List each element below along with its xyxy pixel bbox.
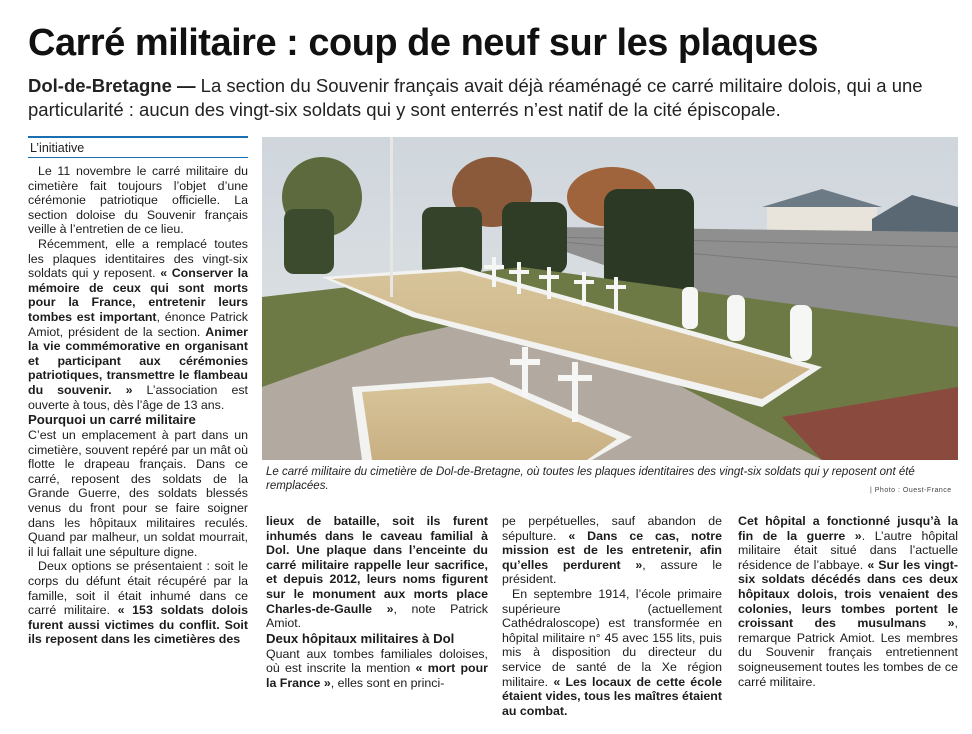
article-column-3 [502, 514, 722, 718]
quote-bold: « Les locaux de cette école étaient vides, tous les maîtres étaient au combat. [502, 674, 722, 718]
text-run: , elles sont en princi- [330, 675, 445, 690]
quote-bold: Cet hôpital a fonctionné jusqu’à la fin de la guerre » [738, 514, 958, 543]
kicker-label: L’initiative [28, 136, 248, 158]
cemetery-photo [262, 137, 958, 460]
quote-bold: Animer la vie commémorative en organisant et participant aux cérémonies patriotiques, transmettre le flambeau du souvenir. » [28, 324, 248, 397]
subheading: Deux hôpitaux militaires à Dol [266, 630, 455, 646]
subheading: Pourquoi un carré militaire [28, 412, 196, 428]
article-column-1 [28, 164, 248, 647]
quote-bold: lieux de bataille, soit ils furent inhumés dans le caveau familial à Dol. Une plaque dans l’enceinte du carré militaire rappelle leur sacrifice, et depuis 2012, leurs noms figurent sur le monument aux morts place Charles-de-Gaulle » [266, 514, 488, 616]
photo-credit: | Photo : Ouest-France [870, 487, 952, 494]
text-run: . L’autre hôpital militaire était situé dans l’actuelle résidence de l’abbaye. [738, 528, 958, 572]
text-run: Récemment, elle a remplacé toutes les plaques identitaires des vingt-six soldats qui y reposent. [28, 236, 248, 281]
quote-bold: « 153 soldats dolois furent aussi victimes du conflit. Soit ils reposent dans les cimetières des [28, 603, 248, 647]
text-run: , énonce Patrick Amiot, président de la section. [28, 309, 248, 339]
text-run: Deux options se présentaient : soit le corps du défunt était récupéré par la famille, soit il était inhumé dans ce carré militaire. [28, 559, 248, 618]
article-column-4 [738, 514, 958, 689]
paragraph [502, 514, 722, 587]
photo-caption: Le carré militaire du cimetière de Dol-de-Bretagne, où toutes les plaques identitaires des vingt-six soldats qui y reposent ont été remplacées. [266, 466, 915, 492]
quote-bold: « Conserver la mémoire de ceux qui sont morts pour la France, entretenir leurs tombes est important [28, 266, 248, 324]
paragraph [266, 514, 488, 631]
text-run: En septembre 1914, l’école primaire supérieure (actuellement Cathédraloscope) est transformée en hôpital militaire n° 45 avec 155 lits, puis mis à disposition du directeur du service de santé de la Xe région militaire. [502, 586, 722, 689]
quote-bold: « Dans ce cas, notre mission est de les entretenir, afin qu’elles perdurent » [502, 528, 723, 572]
paragraph [28, 237, 248, 412]
paragraph [502, 587, 722, 718]
headline: Carré militaire : coup de neuf sur les plaques [28, 22, 819, 64]
text-run: pe perpétuelles, sauf abandon de sépulture. [502, 514, 722, 543]
text-run: , note Patrick Amiot. [266, 601, 489, 631]
text-run: L’association est ouverte à tous, dès l’âge de 13 ans. [28, 382, 248, 412]
paragraph: Le 11 novembre le carré militaire du cimetière fait toujours l’objet d’une cérémonie patriotique officielle. La section doloise du Souvenir français veille à l’entretien de ce lieu. [28, 164, 248, 237]
quote-bold: « Sur les vingt-six soldats décédés dans ces deux hôpitaux dolois, trois venaient des colonies, leurs tombes portent le croissant des musulmans » [738, 557, 959, 631]
chapo-text: La section du Souvenir français avait déjà réaménagé ce carré militaire dolois, qui a une particularité : aucun des vingt-six soldats qui y sont enterrés n’est natif de la cité épiscopale. [28, 75, 923, 120]
paragraph [266, 647, 488, 691]
article-column-2 [266, 514, 488, 691]
quote-bold: « mort pour la France » [266, 661, 489, 690]
chapo [28, 74, 948, 122]
text-run: , remarque Patrick Amiot. Les membres du Souvenir français entretiennent soigneusement toutes les tombes de ce carré militaire. [738, 616, 958, 689]
paragraph [28, 559, 248, 647]
paragraph: C’est un emplacement à part dans un cimetière, souvent repéré par un mât où flotte le drapeau français. Dans ce carré, reposent des soldats de la Grande Guerre, des soldats blessés venus du front pour se faire soigner dans les hôpitaux militaires reculés. Quand par malheur, un soldat mourrait, il lui fallait une sépulture digne. [28, 428, 248, 559]
cemetery-photo-illustration [262, 137, 958, 460]
paragraph [738, 514, 958, 689]
text-run: , assure le président. [502, 557, 722, 587]
text-run: Quant aux tombes familiales doloises, où est inscrite la mention [266, 646, 488, 676]
chapo-place: Dol-de-Bretagne — [28, 75, 196, 96]
